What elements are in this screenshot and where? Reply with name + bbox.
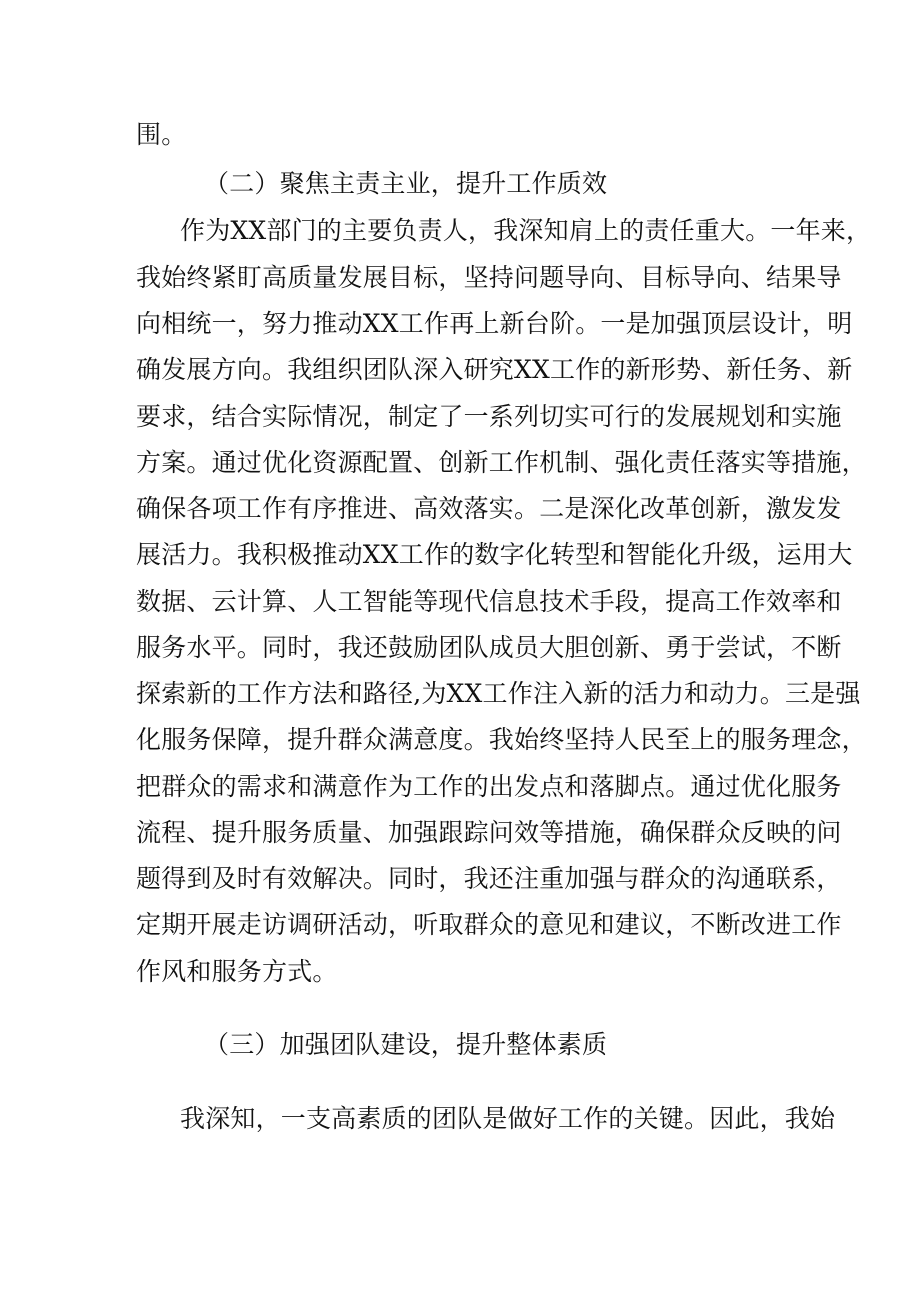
body-line: 方案。通过优化资源配置、创新工作机制、强化责任落实等措施， [136, 448, 867, 477]
body-line: 化服务保障，提升群众满意度。我始终坚持人民至上的服务理念， [136, 725, 867, 754]
body-line: 确保各项工作有序推进、高效落实。二是深化改革创新，激发发 [136, 494, 842, 523]
paragraph-continuation-line: 围。 [136, 120, 187, 149]
body-line: 把群众的需求和满意作为工作的出发点和落脚点。通过优化服务 [136, 772, 842, 801]
body-line: 作为XX部门的主要负责人，我深知肩上的责任重大。一年来， [180, 216, 872, 245]
body-line: 服务水平。同时，我还鼓励团队成员大胆创新、勇于尝试，不断 [136, 633, 842, 662]
section-heading-2: （二）聚焦主责主业，提升工作质效 [204, 169, 608, 198]
body-line: 作风和服务方式。 [136, 957, 338, 986]
body-line: 我深知，一支高素质的团队是做好工作的关键。因此，我始 [180, 1104, 836, 1133]
body-line: 流程、提升服务质量、加强跟踪问效等措施，确保群众反映的问 [136, 818, 842, 847]
body-line: 确发展方向。我组织团队深入研究XX工作的新形势、新任务、新 [136, 355, 853, 384]
body-line: 向相统一，努力推动XX工作再上新台阶。一是加强顶层设计，明 [136, 309, 853, 338]
body-line: 展活力。我积极推动XX工作的数字化转型和智能化升级，运用大 [136, 540, 853, 569]
section-heading-3: （三）加强团队建设，提升整体素质 [204, 1030, 608, 1059]
body-line: 探索新的工作方法和路径,为XX工作注入新的活力和动力。三是强 [136, 679, 861, 708]
body-line: 题得到及时有效解决。同时，我还注重加强与群众的沟通联系， [136, 864, 842, 893]
body-line: 我始终紧盯高质量发展目标，坚持问题导向、目标导向、结果导 [136, 263, 842, 292]
body-line: 数据、云计算、人工智能等现代信息技术手段，提高工作效率和 [136, 587, 842, 616]
body-line: 要求，结合实际情况，制定了一系列切实可行的发展规划和实施 [136, 402, 842, 431]
body-line: 定期开展走访调研活动，听取群众的意见和建议，不断改进工作 [136, 910, 842, 939]
